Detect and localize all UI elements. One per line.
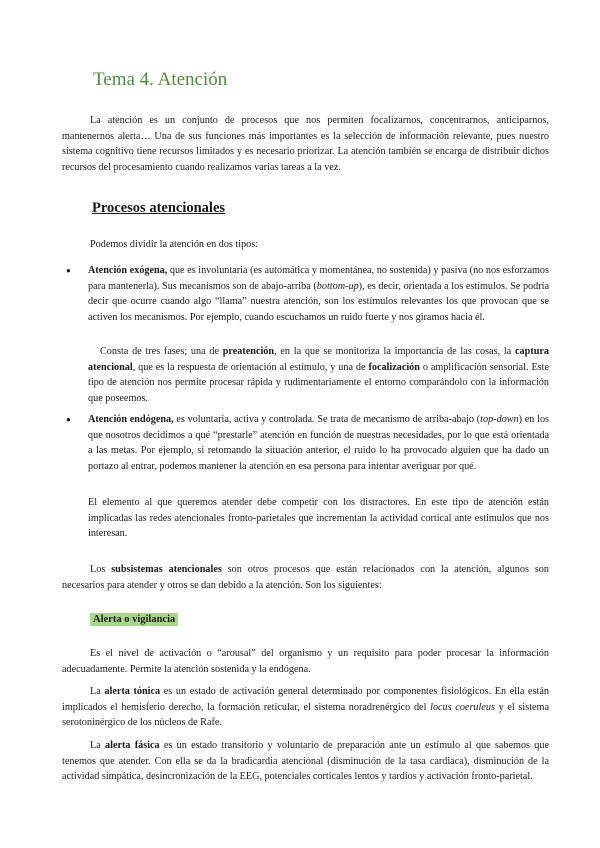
fases-text: , en la que se monitoriza la importancia de las cosas, la: [274, 346, 516, 357]
subsistemas-term: subsistemas atencionales: [111, 564, 222, 575]
subsistemas-text: son otros procesos que están relacionados con la atención, algunos son necesarios para atender y otros se dan debido a la atención. Son los siguientes:: [62, 564, 549, 591]
distractores-paragraph: El elemento al que queremos atender debe competir con los distractores. En este tipo de atención están implicadas las redes atencionales fronto-parietales que incrementan la actividad cortical ante estímulos que nos interesan.: [88, 497, 549, 540]
bullet-icon: ●: [66, 415, 71, 424]
alerta-tonica-paragraph: [62, 684, 549, 731]
top-down-term: top-down: [480, 414, 519, 425]
section-heading: Procesos atencionales: [92, 200, 226, 216]
tonica-text: La: [90, 686, 105, 697]
tonica-text: es un estado de activación general determinado por componentes fisiológicos. En ella están implicados el hemisferio derecho, la formación reticular, el sistema noradrenérgico del: [62, 686, 549, 713]
subsistemas-paragraph: [62, 562, 549, 593]
alerta-fasica-paragraph: [62, 738, 549, 785]
page-title: Tema 4. Atención: [93, 69, 228, 90]
endogena-term: Atención endógena,: [88, 414, 174, 425]
endogena-text-continued: ) en los que nosotros decidimos a qué “prestarle” atención en función de nuestras necesidades, por lo que está orientada a las metas. Por ejemplo, si retomando la situación anterior, el ruido lo ha provocado alguien que ha dado un portazo al entrar, podemos mantener la atención en esa persona para intentar averiguar por qué.: [88, 414, 550, 472]
endogena-text: es voluntaria, activa y controlada. Se trata de mecanismo de arriba-abajo (: [173, 414, 481, 425]
fasica-text: es un estado transitorio y voluntario de preparación ante un estímulo al que sabemos que tenemos que atender. Con ella se da la bradicardia atencional (disminución de la tasa cardiaca), disminución de la actividad simpática, desincronización de la EEG, potenciales corticales lentos y tardíos y activación fronto-parietal.: [62, 740, 549, 783]
intro-paragraph: La atención es un conjunto de procesos que nos permiten focalizarnos, concentrarnos, anticiparnos, mantenernos alerta… Una de sus funciones más importantes es la selección de información relevante, pues nuestro sistema cognitivo tiene recursos limitados y es necesario priorizar. La atención también se encarga de distribuir dichos recursos del procesamiento cuando realizamos varias tareas a la vez.: [62, 115, 549, 173]
alerta-fasica-term: alerta fásica: [105, 740, 160, 751]
subsistemas-text: Los: [90, 564, 112, 575]
bullet-icon: ●: [66, 266, 71, 275]
exogena-text-continued: ), es decir, orientada a los estímulos. Se podría decir que ocurre cuando algo “llama” nuestra atención, son los estímulos relevantes los que provocan que se activen los mecanismos. Por ejemplo, cuando escuchamos un ruido fuerte y nos giramos hacia él.: [88, 280, 549, 323]
preatencion-term: preatención: [222, 346, 275, 357]
alerta-tonica-term: alerta tónica: [104, 686, 161, 697]
focalizacion-term: focalización: [368, 361, 420, 373]
tonica-text: y el sistema serotoninérgico de los núcleos de Rafe.: [62, 701, 549, 729]
fases-text: o amplificación sensorial. Este tipo de atención nos permite procesar rápida y rudimentariamente el entorno comparándolo con la información que poseemos.: [88, 361, 549, 404]
exogena-text: que es involuntaria (es automática y momentánea, no sostenida) y pasiva (no nos esforzamos para mantenerla). Sus mecanismos son de abajo-arriba (: [88, 265, 549, 292]
fases-text: Consta de tres fases; una de: [100, 346, 223, 357]
fasica-text: La: [90, 740, 106, 751]
locus-coeruleus-term: locus coeruleus: [430, 701, 495, 713]
alerta-heading: Alerta o vigilancia: [90, 613, 178, 626]
types-intro: Podemos dividir la atención en dos tipos:: [90, 239, 259, 250]
exogena-paragraph: [88, 263, 549, 325]
captura-term: captura atencional: [88, 346, 549, 373]
fases-paragraph: [88, 344, 549, 406]
alerta-definition: Es el nivel de activación o “arousal” del organismo y un requisito para poder procesar la información adecuadamente. Permite la atención sostenida y la endógena.: [62, 648, 549, 675]
exogena-term: Atención exógena,: [88, 265, 168, 276]
endogena-paragraph: [88, 412, 549, 474]
fases-text: , que es la respuesta de orientación al estímulo, y una de: [132, 361, 369, 373]
bottom-up-term: bottom-up: [316, 280, 359, 292]
